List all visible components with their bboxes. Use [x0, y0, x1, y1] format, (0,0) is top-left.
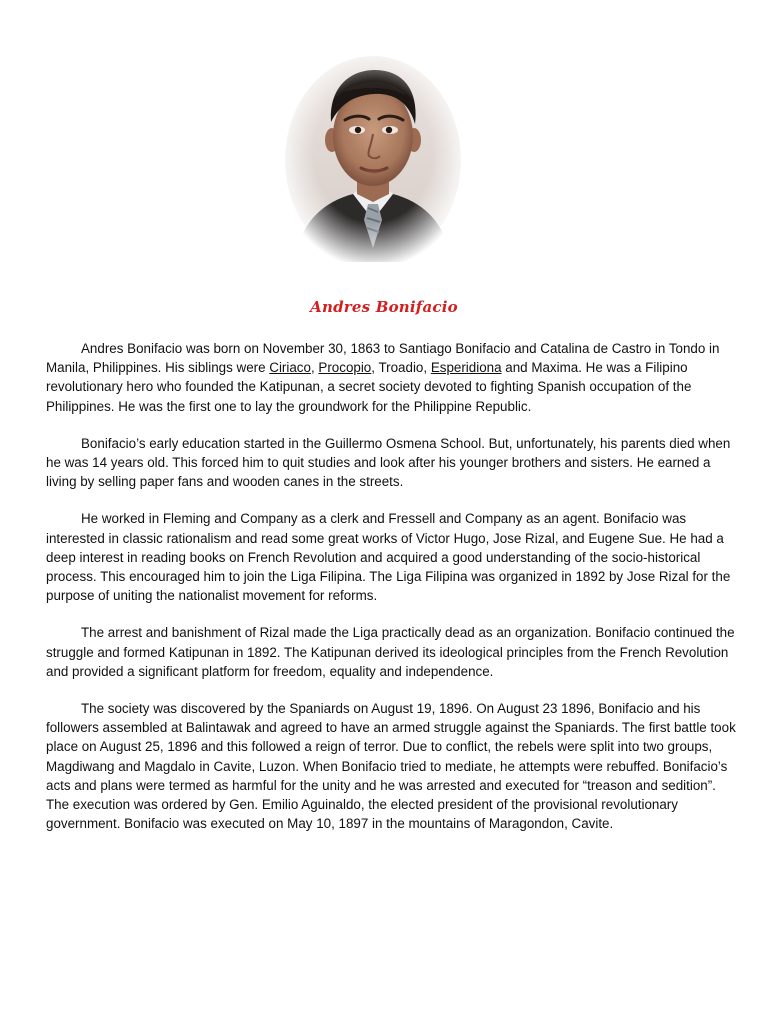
paragraph — [46, 623, 736, 681]
paragraph-text: The society was discovered by the Spaniards on August 19, 1896. On August 23 1896, Bonifacio and his followers assembled at Balintawak and agreed to have an armed struggle against the Spaniards. The first battle took place on August 25, 1896 and this followed a reign of terror. Due to conflict, the rebels were split into two groups, Magdiwang and Magdalo in Cavite, Luzon. When Bonifacio tried to mediate, he attempts were rebuffed. Bonifacio’s acts and plans were termed as harmful for the unity and he was arrested and executed for “treason and sedition”. The execution was ordered by Gen. Emilio Aguinaldo, the elected president of the provisional revolutionary government. Bonifacio was executed on May 10, 1897 in the mountains of Maragondon, Cavite. — [46, 701, 736, 832]
paragraph — [46, 699, 736, 833]
paragraph-text: Andres Bonifacio was born on November 30, 1863 to Santiago Bonifacio and Catalina de Castro in Tondo in Manila, Philippines. His siblings were — [46, 341, 720, 376]
article-body — [46, 339, 736, 851]
paragraph-text: He worked in Fleming and Company as a clerk and Fressell and Company as an agent. Bonifacio was interested in classic rationalism and read some great works of Victor Hugo, Jose Rizal, and Eugene Sue. He had a deep interest in reading books on French Revolution and acquired a good understanding of the socio-historical process. This encouraged him to join the Liga Filipina. The Liga Filipina was organized in 1892 by Jose Rizal for the purpose of uniting the nationalist movement for reforms. — [46, 511, 731, 604]
portrait-photo-icon — [283, 52, 463, 262]
paragraph — [46, 339, 736, 416]
underlined-name[interactable]: Esperidiona — [430, 360, 502, 376]
document-title: Andres Bonifacio — [310, 298, 458, 316]
paragraph — [46, 509, 736, 605]
portrait-image — [283, 52, 463, 262]
paragraph-text: , Troadio, — [371, 360, 431, 376]
paragraph — [46, 434, 736, 492]
paragraph-text: , — [310, 360, 319, 376]
paragraph-text: and Maxima. He was a Filipino revolutionary hero who founded the Katipunan, a secret society devoted to fighting Spanish occupation of the Philippines. He was the first one to lay the groundwork for the Philippine Republic. — [46, 360, 692, 414]
underlined-name[interactable]: Ciriaco — [269, 360, 311, 376]
paragraph-text: The arrest and banishment of Rizal made the Liga practically dead as an organization. Bonifacio continued the struggle and formed Katipunan in 1892. The Katipunan derived its ideological principles from the French Revolution and provided a significant platform for freedom, equality and independence. — [46, 625, 735, 679]
underlined-name[interactable]: Procopio — [318, 360, 372, 376]
paragraph-text: Bonifacio’s early education started in the Guillermo Osmena School. But, unfortunately, his parents died when he was 14 years old. This forced him to quit studies and look after his younger brothers and sisters. He earned a living by selling paper fans and wooden canes in the streets. — [46, 435, 731, 490]
